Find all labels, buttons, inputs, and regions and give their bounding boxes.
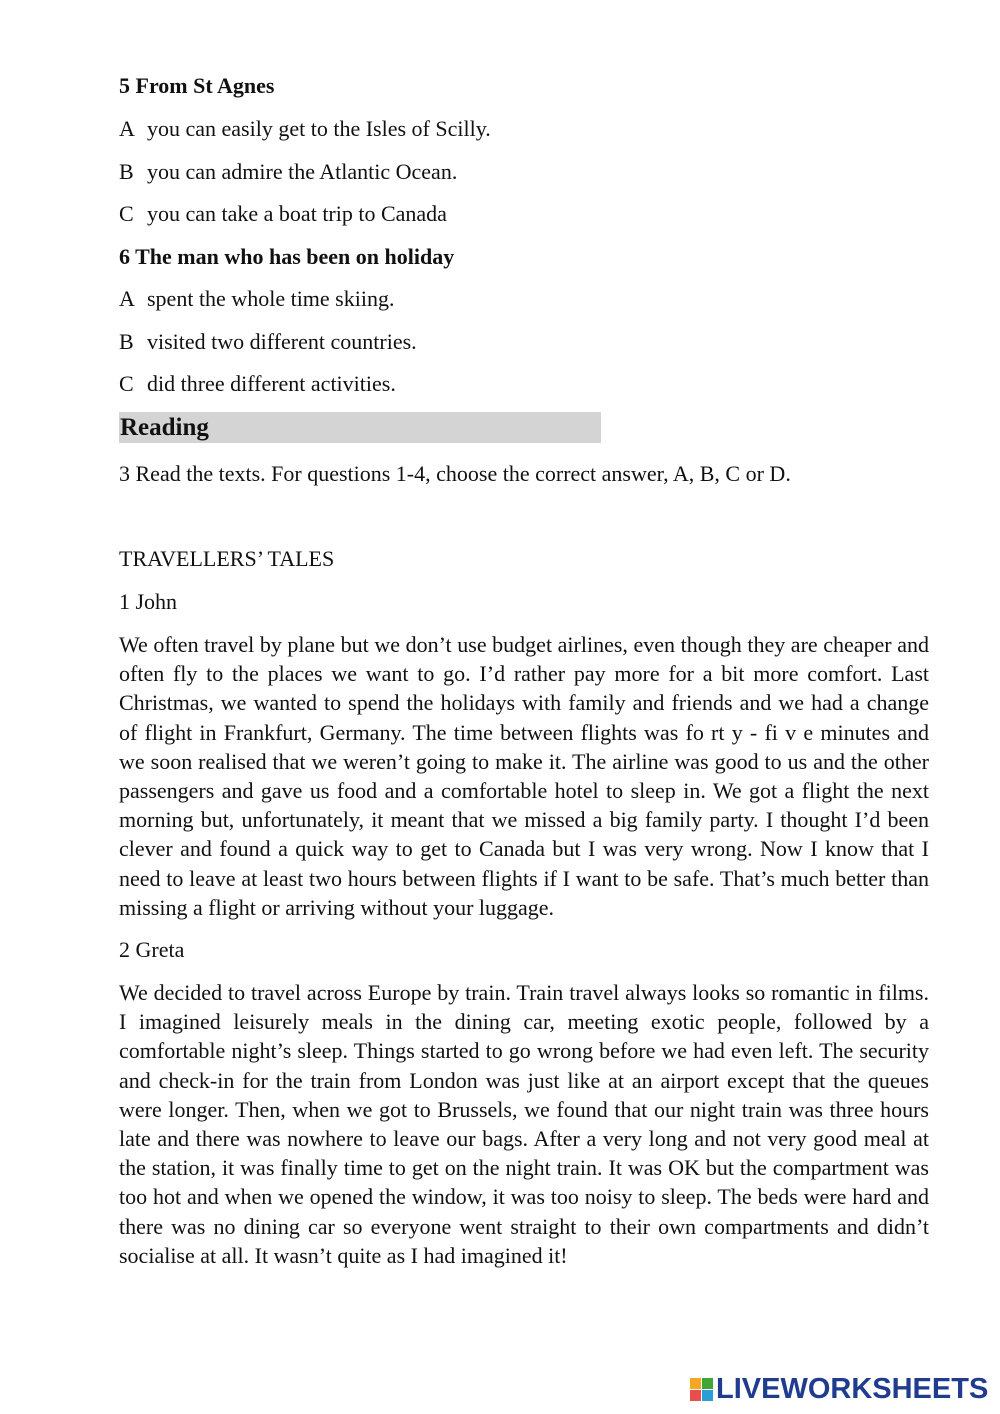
option-letter: A bbox=[119, 116, 135, 141]
question-5-title: 5 From St Agnes bbox=[119, 73, 275, 98]
question-5-option-b[interactable] bbox=[119, 159, 457, 185]
option-letter: B bbox=[119, 329, 134, 354]
question-6-title: 6 The man who has been on holiday bbox=[119, 244, 455, 269]
option-text: you can admire the Atlantic Ocean. bbox=[147, 159, 458, 184]
question-5-option-a[interactable] bbox=[119, 116, 491, 142]
question-5-option-c[interactable] bbox=[119, 201, 447, 227]
option-letter: C bbox=[119, 371, 134, 396]
option-text: spent the whole time skiing. bbox=[147, 286, 395, 311]
question-6-option-b[interactable] bbox=[119, 329, 417, 355]
tale-1-name: 1 John bbox=[119, 589, 178, 614]
option-letter: B bbox=[119, 159, 134, 184]
logo-mark-square bbox=[690, 1390, 701, 1401]
question-6-option-a[interactable] bbox=[119, 286, 394, 312]
tale-2-text: We decided to travel across Europe by train. Train travel always looks so romantic in films. I imagined leisurely meals in the dining car, meeting exotic people, followed by a comfortable night’s sleep. Things started to go wrong before we had even left. The security and check-in for the train from London was just like at an airport except that the queues were longer. Then, when we got to Brussels, we found that our night train was three hours late and there was nowhere to leave our bags. After a very long and not very good meal at the station, it was finally time to get on the night train. It was OK but the compartment was too hot and when we opened the window, it was too noisy to sleep. The beds were hard and there was no dining car so everyone went straight to their own compartments and didn’t socialise at all. It wasn’t quite as I had imagined it! bbox=[119, 980, 929, 1268]
option-text: you can easily get to the Isles of Scilly. bbox=[147, 116, 491, 141]
logo-mark-square bbox=[702, 1390, 713, 1401]
liveworksheets-logo bbox=[690, 1372, 990, 1406]
tale-1-text: We often travel by plane but we don’t use budget airlines, even though they are cheaper and often fly to the places we want to go. I’d rather pay more for a bit more comfort. Last Christmas, we wanted to spend the holidays with family and friends and we had a change of flight in Frankfurt, Germany. The time between flights was fo rt y - fi v e minutes and we soon realised that we weren’t going to make it. The airline was good to us and the other passengers and gave us food and a comfortable hotel to sleep in. We got a flight the next morning but, unfortunately, it meant that we missed a big family party. I thought I’d been clever and found a quick way to get to Canada but I was very wrong. Now I know that I need to leave at least two hours between flights if I want to be safe. That’s much better than missing a flight or arriving without your luggage. bbox=[119, 632, 929, 920]
option-letter: A bbox=[119, 286, 135, 311]
question-6-option-c[interactable] bbox=[119, 371, 396, 397]
logo-mark-icon bbox=[690, 1378, 713, 1401]
option-text: did three different activities. bbox=[147, 371, 396, 396]
option-text: visited two different countries. bbox=[147, 329, 417, 354]
tale-2-name: 2 Greta bbox=[119, 937, 185, 962]
option-letter: C bbox=[119, 201, 134, 226]
logo-mark-square bbox=[690, 1378, 701, 1389]
logo-mark-square bbox=[702, 1378, 713, 1389]
tales-title: TRAVELLERS’ TALES bbox=[119, 546, 335, 571]
reading-section-header bbox=[119, 412, 601, 443]
logo-text: LIVEWORKSHEETS bbox=[716, 1373, 989, 1405]
reading-heading: Reading bbox=[120, 414, 209, 441]
option-text: you can take a boat trip to Canada bbox=[147, 201, 447, 226]
reading-instruction: 3 Read the texts. For questions 1-4, choose the correct answer, A, B, C or D. bbox=[119, 461, 791, 486]
